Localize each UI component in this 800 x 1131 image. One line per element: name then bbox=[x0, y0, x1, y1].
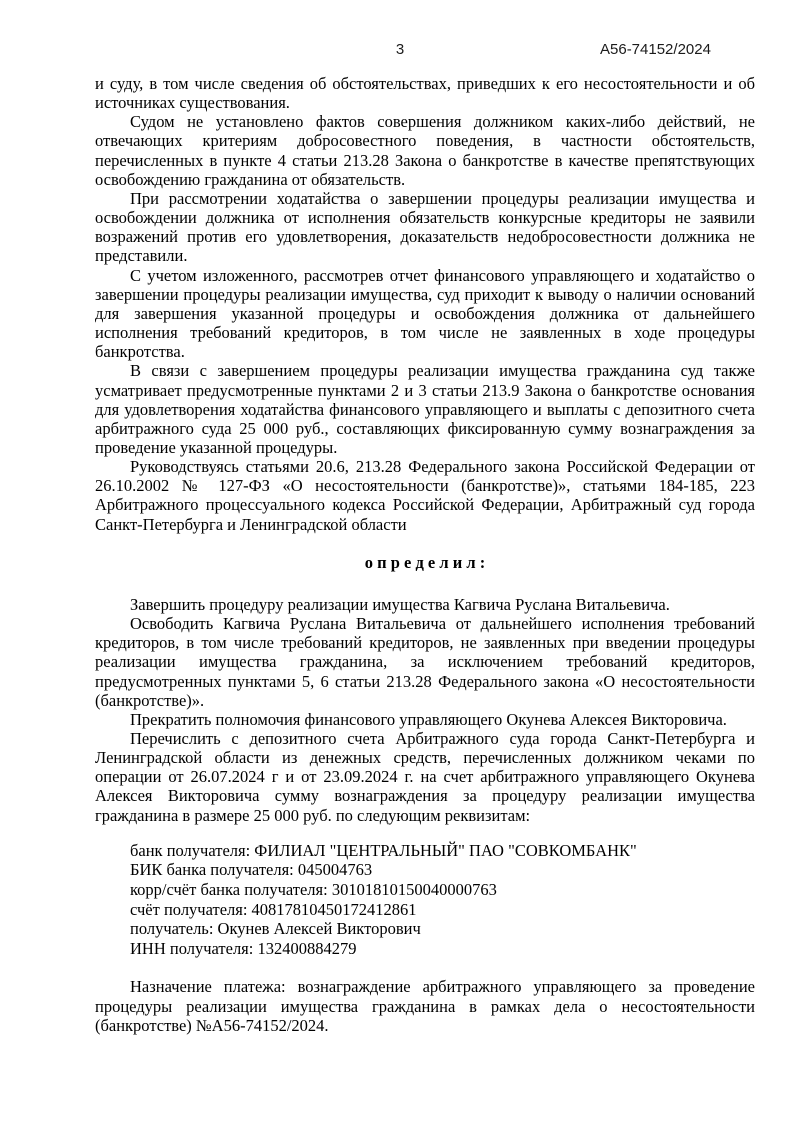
bank-requisites-block bbox=[95, 841, 755, 959]
ruling-paragraph: Перечислить с депозитного счета Арбитражного суда города Санкт-Петербурга и Ленинградской области из денежных средств, перечисленных должником чеками по операции от 26.07.2024 г и от 23.09.2024 г. на счет арбитражного управляющего Окунева Алексея Викторовича сумму вознаграждения за процедуру реализации имущества гражданина в размере 25 000 руб. по следующим реквизитам: bbox=[95, 729, 755, 825]
body-paragraph: В связи с завершением процедуры реализации имущества гражданина суд также усматривает предусмотренные пунктами 2 и 3 статьи 213.9 Закона о банкротстве основания для удовлетворения ходатайства финансового управляющего и выплаты с депозитного счета арбитражного суда 25 000 руб., составляющих фиксированную сумму вознаграждения за проведение указанной процедуры. bbox=[95, 361, 755, 457]
requisite-recipient: получатель: Окунев Алексей Викторович bbox=[130, 919, 421, 939]
payment-purpose-paragraph: Назначение платежа: вознаграждение арбитражного управляющего за проведение процедуры реализации имущества гражданина в рамках дела о несостоятельности (банкротстве) №А56-74152/2024. bbox=[95, 977, 755, 1035]
ruling-heading: о п р е д е л и л : bbox=[364, 552, 486, 572]
case-number: А56-74152/2024 bbox=[600, 41, 711, 58]
document-body bbox=[95, 74, 755, 1035]
requisite-bik: БИК банка получателя: 045004763 bbox=[130, 860, 373, 880]
ruling-paragraph: Прекратить полномочия финансового управляющего Окунева Алексея Викторовича. bbox=[130, 709, 727, 729]
body-paragraph: Руководствуясь статьями 20.6, 213.28 Федерального закона Российской Федерации от 26.10.2002 № 127-ФЗ «О несостоятельности (банкротстве)», статьями 184-185, 223 Арбитражного процессуального кодекса Российской Федерации, Арбитражный суд города Санкт-Петербурга и Ленинградской области bbox=[95, 457, 755, 534]
page-header bbox=[0, 41, 800, 59]
requisite-bank-name: банк получателя: ФИЛИАЛ "ЦЕНТРАЛЬНЫЙ" ПАО "СОВКОМБАНК" bbox=[130, 840, 637, 860]
body-paragraph: и суду, в том числе сведения об обстоятельствах, приведших к его несостоятельности и об источниках существования. bbox=[95, 74, 755, 113]
body-paragraph: Судом не установлено фактов совершения должником каких-либо действий, не отвечающих критериям добросовестного поведения, в частности обстоятельств, перечисленных в пункте 4 статьи 213.28 Закона о банкротстве в качестве препятствующих освобождению гражданина от обязательств. bbox=[95, 112, 755, 189]
ruling-paragraph: Завершить процедуру реализации имущества Кагвича Руслана Витальевича. bbox=[130, 594, 670, 614]
ruling-paragraph: Освободить Кагвича Руслана Витальевича от дальнейшего исполнения требований кредиторов, в том числе требований кредиторов, не заявленных при введении процедуры реализации имущества гражданина, за исключением требований кредиторов, предусмотренных пунктами 5, 6 статьи 213.28 Федерального закона «О несостоятельности (банкротстве)». bbox=[95, 614, 755, 710]
body-paragraph: При рассмотрении ходатайства о завершении процедуры реализации имущества и освобождении должника от исполнения обязательств конкурсные кредиторы не заявили возражений против его удовлетворения, доказательств недобросовестности должника не представили. bbox=[95, 188, 755, 266]
requisite-inn: ИНН получателя: 132400884279 bbox=[130, 938, 357, 958]
page-number: 3 bbox=[395, 41, 405, 58]
body-paragraph: С учетом изложенного, рассмотрев отчет финансового управляющего и ходатайство о завершении процедуры реализации имущества, суд приходит к выводу о наличии оснований для завершения указанной процедуры и освобождения должника от дальнейшего исполнения требований кредиторов, в том числе не заявленных в ходе процедуры банкротства. bbox=[95, 265, 755, 362]
requisite-corr-account: корр/счёт банка получателя: 30101810150040000763 bbox=[130, 879, 497, 899]
requisite-account: счёт получателя: 40817810450172412861 bbox=[130, 899, 417, 919]
